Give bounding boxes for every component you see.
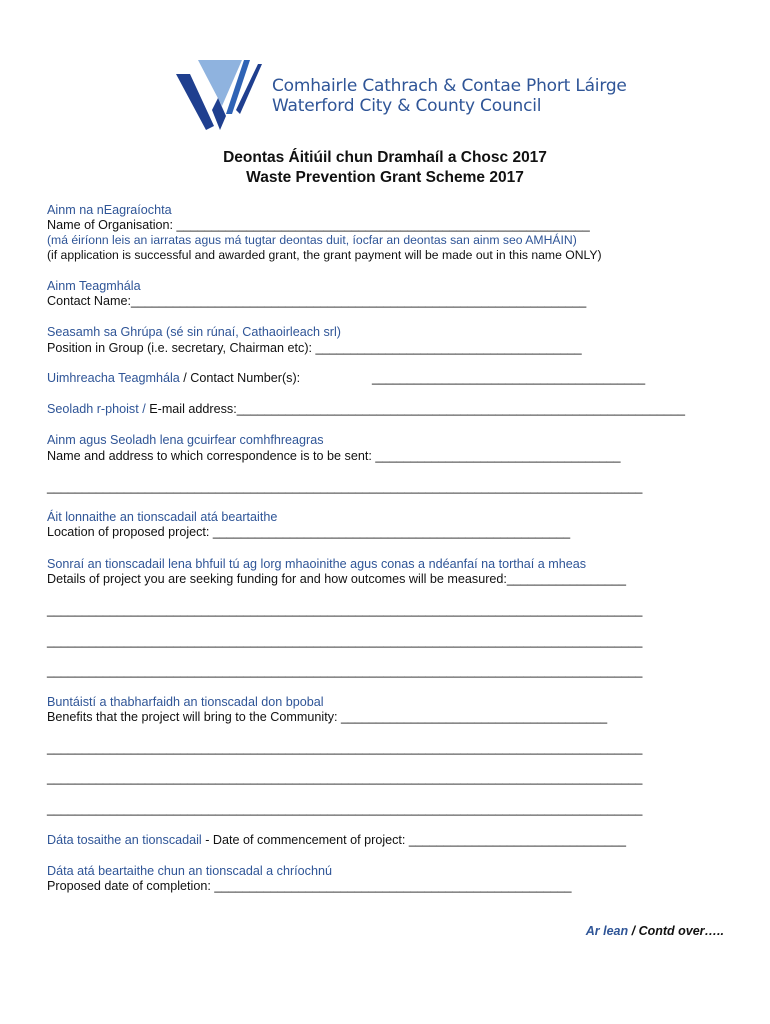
org-note-irish: (má éiríonn leis an iarratas agus má tugtar deontas duit, íocfar an deontas san ainm seo AMHÁIN) [47,233,577,247]
benefits-label-irish: Buntáistí a thabharfaidh an tionscadal don bpobal [47,695,324,709]
form-title-irish: Deontas Áitiúil chun Dramhaíl a Chosc 2017 [223,149,547,166]
phone-label-english: / Contact Number(s): [179,371,301,385]
email-field[interactable]: E-mail address:________________________________________________________________ [149,402,685,416]
completion-label-irish: Dáta atá beartaithe chun an tionscadal a chríochnú [47,864,332,878]
benefits-blank-line[interactable]: _____________________________________________________________________________________ [47,771,643,785]
location-field[interactable]: Location of proposed project: ___________________________________________________ [47,525,571,539]
phone-field[interactable]: _______________________________________ [372,371,646,385]
email-label-irish: Seoladh r-phoist [47,402,139,416]
details-blank-line[interactable]: _____________________________________________________________________________________ [47,664,643,678]
council-crest-icon [176,52,266,132]
continued-english: Contd over….. [638,924,724,938]
council-logo [176,52,266,132]
address-label-irish: Ainm agus Seoladh lena gcuirfear comhfhreagras [47,433,324,447]
position-label-irish: Seasamh sa Ghrúpa (sé sin rúnaí, Cathaoirleach srl) [47,325,341,339]
address-blank-line[interactable]: _____________________________________________________________________________________ [47,480,643,494]
details-field[interactable]: Details of project you are seeking funding for and how outcomes will be measured:_________________ [47,572,626,586]
council-name-irish: Comhairle Cathrach & Contae Phort Láirge [272,76,627,96]
details-blank-line[interactable]: _____________________________________________________________________________________ [47,634,643,648]
details-blank-line[interactable]: _____________________________________________________________________________________ [47,603,643,617]
form-title-english: Waste Prevention Grant Scheme 2017 [246,169,524,186]
continued-note [586,924,724,938]
phone-label-irish: Uimhreacha Teagmhála [47,371,180,385]
start-date-field[interactable]: - Date of commencement of project: _______________________________ [201,833,627,847]
email-row [47,402,685,417]
address-field[interactable]: Name and address to which correspondence is to be sent: ___________________________________ [47,449,621,463]
location-label-irish: Áit lonnaithe an tionscadail atá beartaithe [47,510,278,524]
phone-label [47,371,300,386]
completion-date-field[interactable]: Proposed date of completion: ___________________________________________________ [47,879,572,893]
council-name-english: Waterford City & County Council [272,96,542,116]
benefits-blank-line[interactable]: _____________________________________________________________________________________ [47,741,643,755]
benefits-field[interactable]: Benefits that the project will bring to the Community: ______________________________________ [47,710,608,724]
org-name-field[interactable]: Name of Organisation: ___________________________________________________________ [47,218,590,232]
org-note-english: (if application is successful and awarded grant, the grant payment will be made out in this name ONLY) [47,248,602,262]
position-field[interactable]: Position in Group (i.e. secretary, Chairman etc): ______________________________________ [47,341,582,355]
start-date-row [47,833,626,848]
details-label-irish: Sonraí an tionscadail lena bhfuil tú ag lorg mhaoinithe agus conas a ndéanfaí na torthaí a mheas [47,557,587,571]
contact-name-field[interactable]: Contact Name:_________________________________________________________________ [47,294,587,308]
contact-label-irish: Ainm Teagmhála [47,279,141,293]
start-date-label-irish: Dáta tosaithe an tionscadail [47,833,202,847]
org-label-irish: Ainm na nEagraíochta [47,203,172,217]
benefits-blank-line[interactable]: _____________________________________________________________________________________ [47,802,643,816]
continued-irish: Ar lean [585,924,629,938]
continued-separator: / [628,924,639,938]
email-separator: / [138,402,150,416]
